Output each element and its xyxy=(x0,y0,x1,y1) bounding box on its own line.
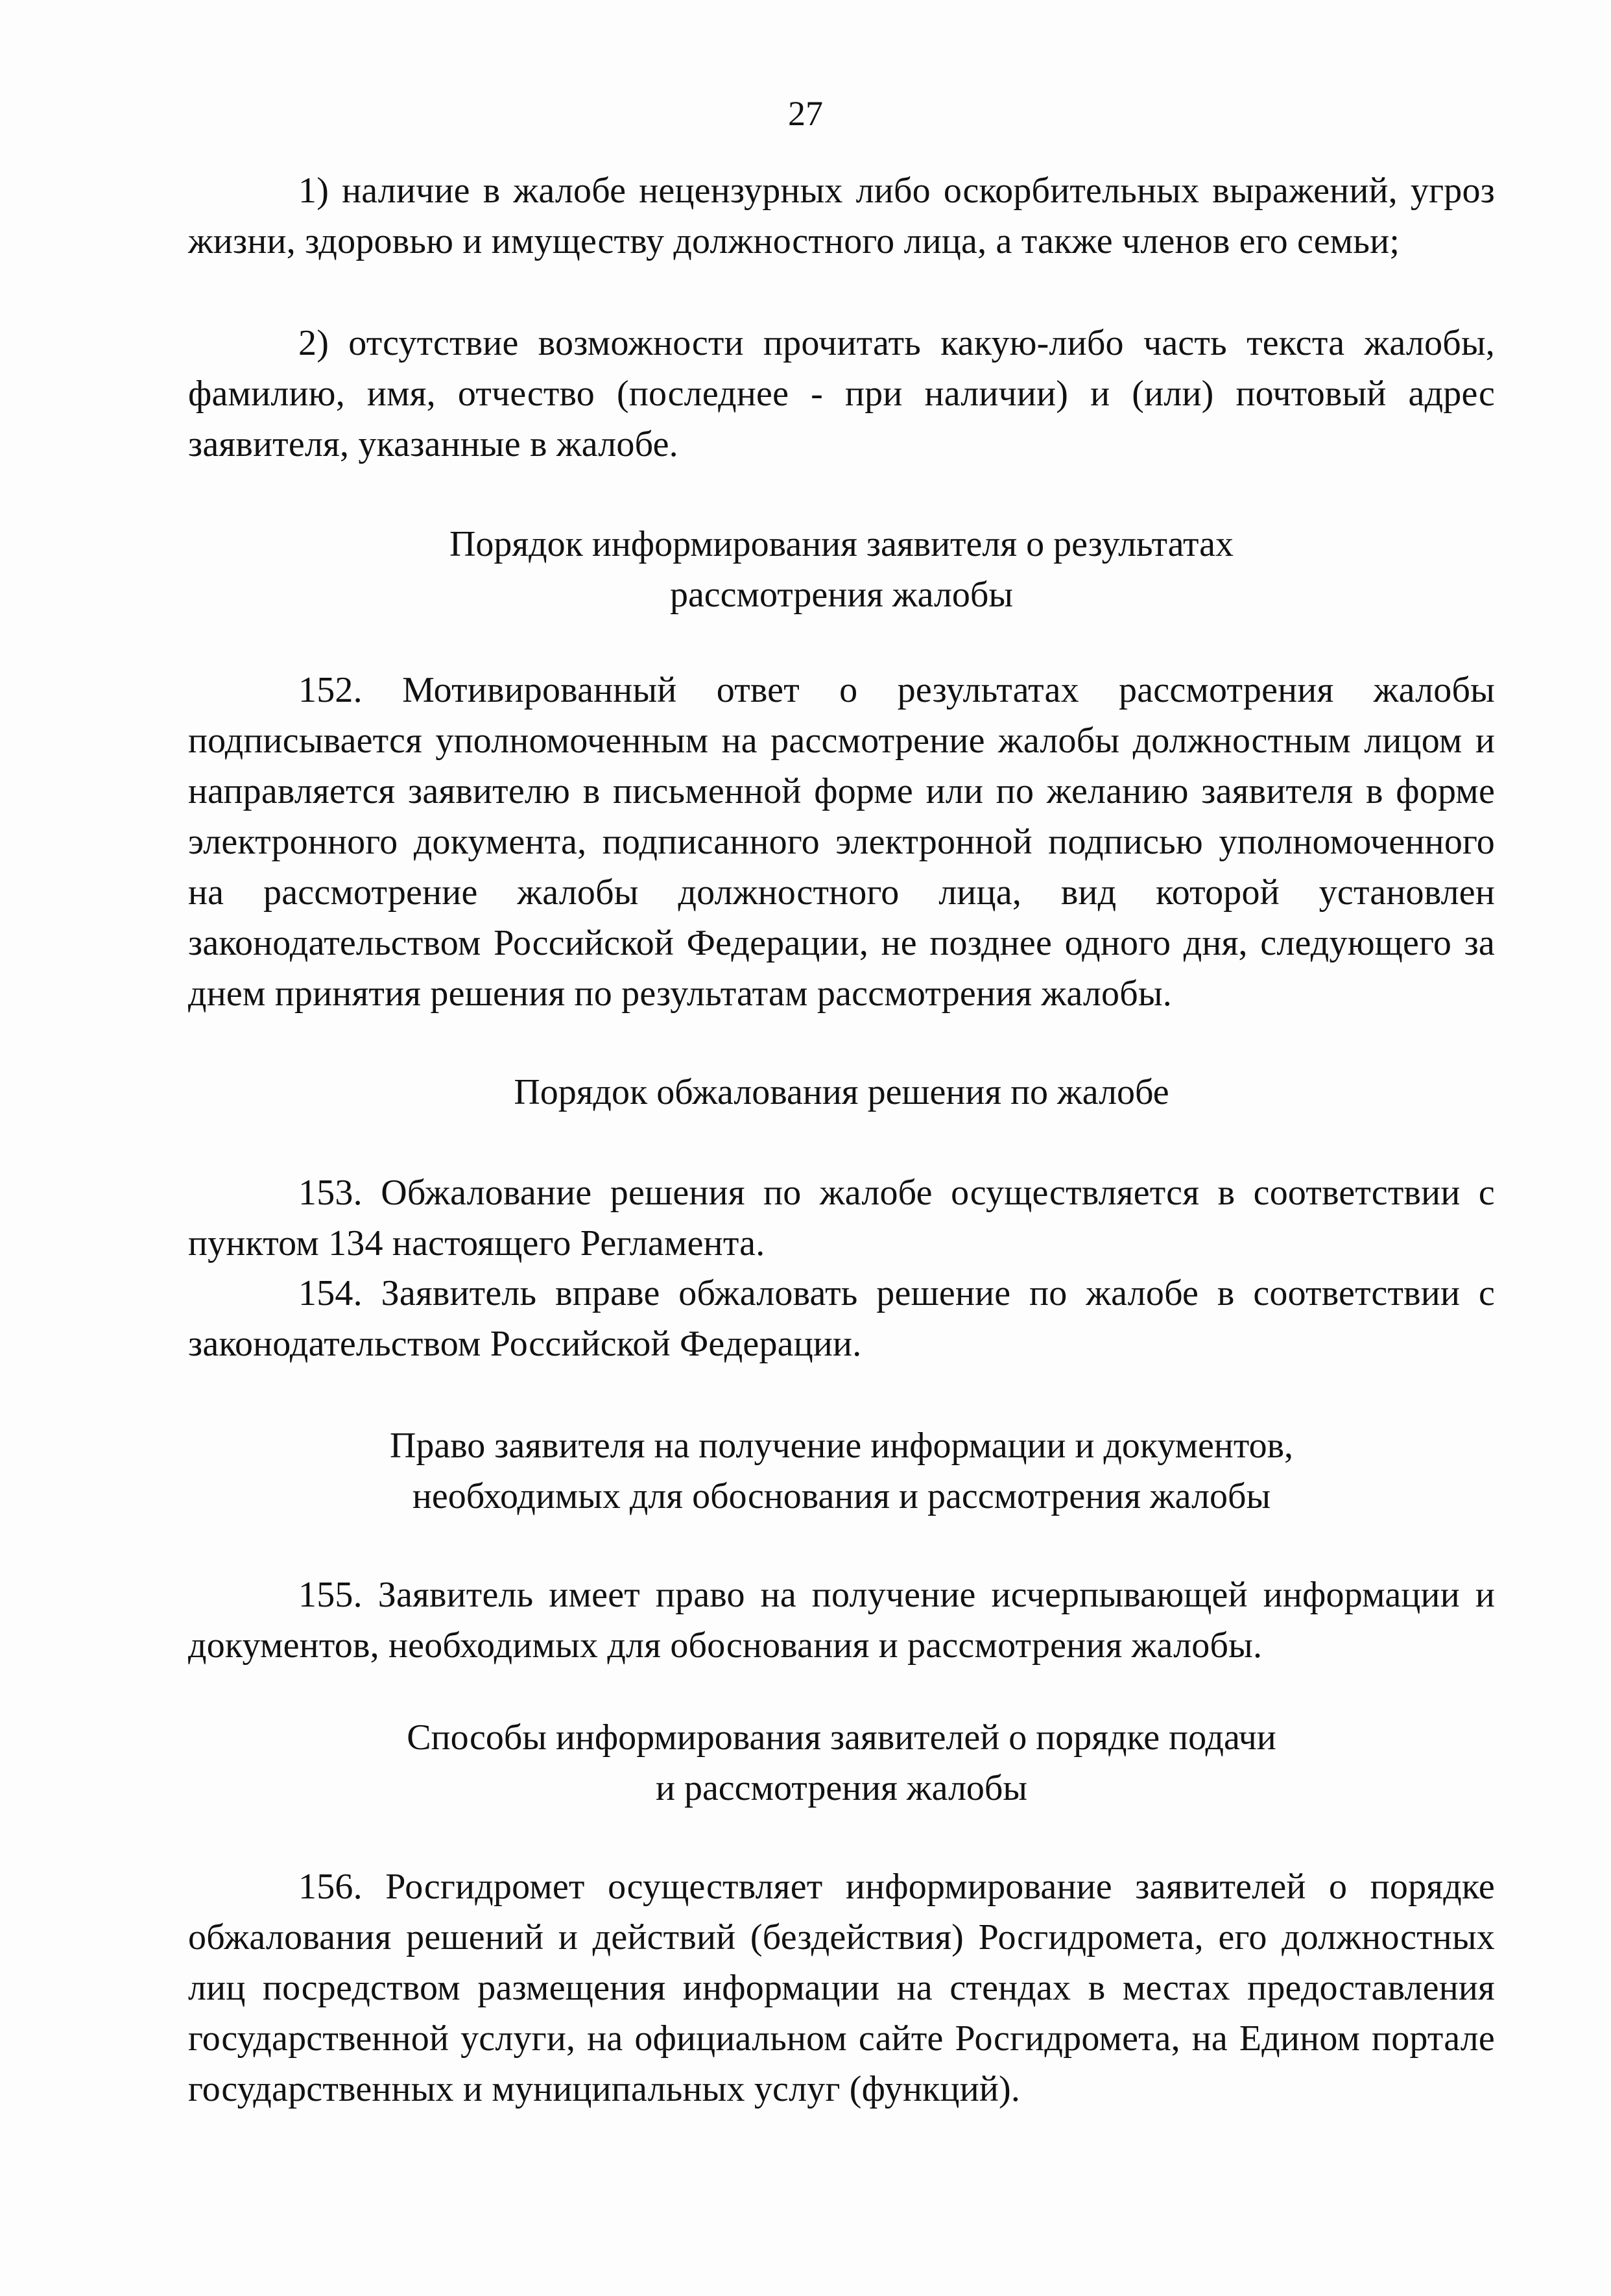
paragraph-text: 1) наличие в жалобе нецензурных либо оскорбительных выражений, угроз жизни, здоровью и имуществу должностного лица, а также членов его семьи; xyxy=(188,171,1495,261)
section-heading-information-right xyxy=(188,1420,1495,1522)
section-heading-notification-methods xyxy=(188,1712,1495,1813)
paragraph-156 xyxy=(188,1861,1495,2114)
section-heading-appeal xyxy=(188,1067,1495,1118)
section-heading-line: Порядок информирования заявителя о результатах xyxy=(449,524,1234,564)
section-heading-line: необходимых для обоснования и рассмотрения жалобы xyxy=(412,1476,1271,1516)
paragraph-154 xyxy=(188,1268,1495,1369)
page-number: 27 xyxy=(788,94,823,133)
paragraph-text: 154. Заявитель вправе обжаловать решение по жалобе в соответствии с законодательством Российской Федерации. xyxy=(188,1273,1495,1364)
paragraph-text: 153. Обжалование решения по жалобе осуществляется в соответствии с пунктом 134 настоящего Регламента. xyxy=(188,1173,1495,1263)
paragraph-152 xyxy=(188,665,1495,1019)
paragraph-text: 2) отсутствие возможности прочитать какую-либо часть текста жалобы, фамилию, имя, отчество (последнее - при наличии) и (или) почтовый адрес заявителя, указанные в жалобе. xyxy=(188,323,1495,464)
paragraph-text: 156. Росгидромет осуществляет информирование заявителей о порядке обжалования решений и действий (бездействия) Росгидромета, его должностных лиц посредством размещения информации на стендах в местах предоставления государственной услуги, на официальном сайте Росгидромета, на Едином портале государственных и муниципальных услуг (функций). xyxy=(188,1867,1495,2109)
section-heading-line: рассмотрения жалобы xyxy=(669,575,1014,615)
section-heading-line: и рассмотрения жалобы xyxy=(655,1768,1028,1808)
paragraph-text: 152. Мотивированный ответ о результатах рассмотрения жалобы подписывается уполномоченным на рассмотрение жалобы должностным лицом и направляется заявителю в письменной форме или по желанию заявителя в форме электронного документа, подписанного электронной подписью уполномоченного на рассмотрение жалобы должностного лица, вид которой установлен законодательством Российской Федерации, не позднее одного дня, следующего за днем принятия решения по результатам рассмотрения жалобы. xyxy=(188,670,1495,1014)
paragraph-item-2 xyxy=(188,318,1495,470)
section-heading-line: Способы информирования заявителей о порядке подачи xyxy=(407,1717,1276,1758)
section-heading-line: Порядок обжалования решения по жалобе xyxy=(514,1072,1169,1112)
paragraph-item-1 xyxy=(188,165,1495,267)
paragraph-text: 155. Заявитель имеет право на получение исчерпывающей информации и документов, необходимых для обоснования и рассмотрения жалобы. xyxy=(188,1575,1495,1666)
paragraph-155 xyxy=(188,1570,1495,1671)
section-heading-line: Право заявителя на получение информации и документов, xyxy=(389,1426,1294,1466)
section-heading-results xyxy=(188,519,1495,620)
paragraph-153 xyxy=(188,1167,1495,1269)
